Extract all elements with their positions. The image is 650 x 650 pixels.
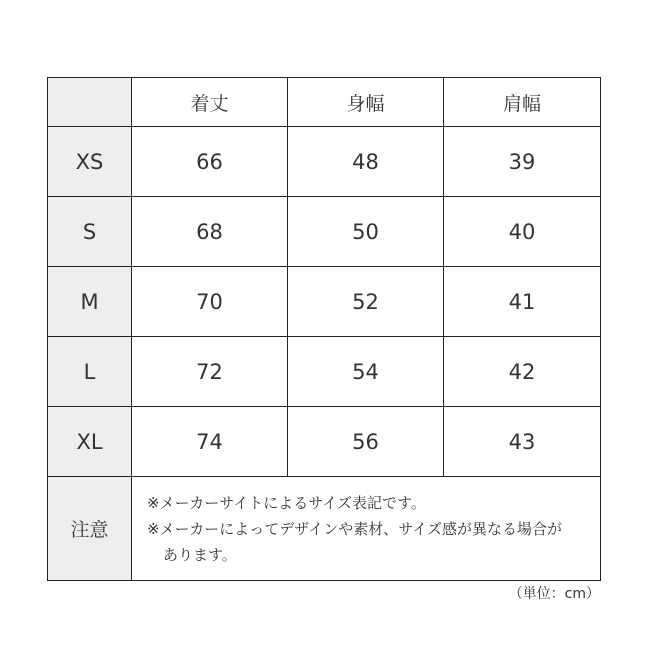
- size-label: XS: [48, 127, 132, 197]
- table-row: [48, 127, 601, 197]
- size-label: L: [48, 337, 132, 407]
- value-cell: 43: [444, 407, 601, 477]
- size-label: S: [48, 197, 132, 267]
- header-shoulder-width: 肩幅: [444, 78, 601, 127]
- table-row: [48, 337, 601, 407]
- note-row: [48, 477, 601, 581]
- header-row: [48, 78, 601, 127]
- value-cell: 72: [132, 337, 288, 407]
- size-chart-table: [47, 77, 601, 581]
- value-cell: 41: [444, 267, 601, 337]
- value-cell: 50: [288, 197, 444, 267]
- value-cell: 54: [288, 337, 444, 407]
- table-row: [48, 197, 601, 267]
- value-cell: 52: [288, 267, 444, 337]
- corner-cell: [48, 78, 132, 127]
- value-cell: 66: [132, 127, 288, 197]
- header-body-width: 身幅: [288, 78, 444, 127]
- value-cell: 42: [444, 337, 601, 407]
- value-cell: 56: [288, 407, 444, 477]
- size-label: XL: [48, 407, 132, 477]
- unit-label: （単位：cm）: [508, 586, 600, 602]
- note-line-2: ※メーカーによってデザインや素材、サイズ感が異なる場合が: [147, 519, 563, 538]
- value-cell: 68: [132, 197, 288, 267]
- note-line-1: ※メーカーサイトによるサイズ表記です。: [147, 493, 426, 512]
- note-text: [132, 477, 601, 581]
- table-row: [48, 267, 601, 337]
- value-cell: 39: [444, 127, 601, 197]
- value-cell: 40: [444, 197, 601, 267]
- table-row: [48, 407, 601, 477]
- value-cell: 70: [132, 267, 288, 337]
- note-label: 注意: [48, 477, 132, 581]
- size-label: M: [48, 267, 132, 337]
- header-length: 着丈: [132, 78, 288, 127]
- value-cell: 48: [288, 127, 444, 197]
- note-line-3: あります。: [163, 545, 237, 564]
- value-cell: 74: [132, 407, 288, 477]
